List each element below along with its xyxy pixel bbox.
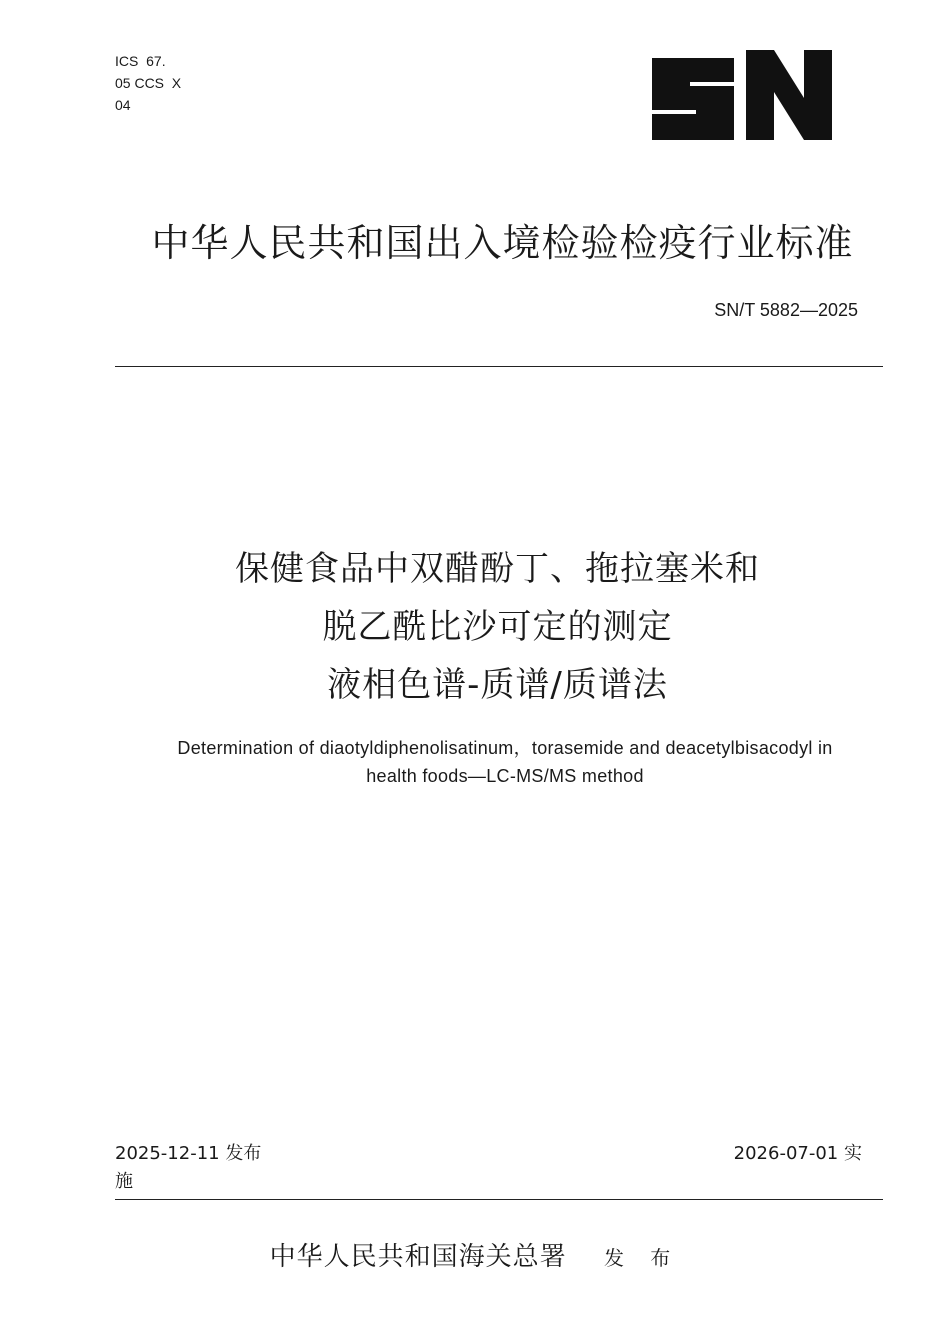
publisher <box>0 1236 950 1273</box>
title-en-line-1: Determination of diaotyldiphenolisatinum，torasemide and deacetylbisacodyl in <box>177 738 833 758</box>
code-line-3: 04 <box>115 97 131 113</box>
implementation-date-block <box>734 1140 862 1168</box>
title-en-line-2: health foods—LC-MS/MS method <box>366 766 644 786</box>
document-title-cn <box>0 540 950 714</box>
sn-logo-icon <box>650 48 836 144</box>
ccs-code-line: 05 CCS X <box>115 75 182 91</box>
classification-codes <box>115 50 181 116</box>
standard-number: SN/T 5882—2025 <box>714 300 858 320</box>
ics-code-line: ICS 67. <box>115 53 166 69</box>
publisher-name: 中华人民共和国海关总署 <box>269 1242 567 1272</box>
title-cn-line-1: 保健食品中双醋酚丁、拖拉塞米和 <box>235 549 760 589</box>
issue-label: 发布 <box>225 1143 262 1164</box>
implementation-label: 实 <box>844 1143 862 1164</box>
standard-category-text: 中华人民共和国出入境检验检疫行业标准 <box>151 221 854 265</box>
implementation-date: 2026-07-01 <box>733 1143 839 1164</box>
title-cn-line-3: 液相色谱-质谱/质谱法 <box>327 665 668 705</box>
footer-divider <box>115 1199 883 1200</box>
standard-category-title <box>0 212 950 267</box>
issue-wrap-text: 施 <box>115 1171 133 1192</box>
publisher-action: 发 布 <box>603 1246 681 1270</box>
issue-date: 2025-12-11 <box>115 1143 220 1164</box>
issue-date-block <box>115 1140 285 1196</box>
title-cn-line-2: 脱乙酰比沙可定的测定 <box>322 607 673 647</box>
header-divider <box>115 366 883 367</box>
document-title-en <box>110 734 900 790</box>
